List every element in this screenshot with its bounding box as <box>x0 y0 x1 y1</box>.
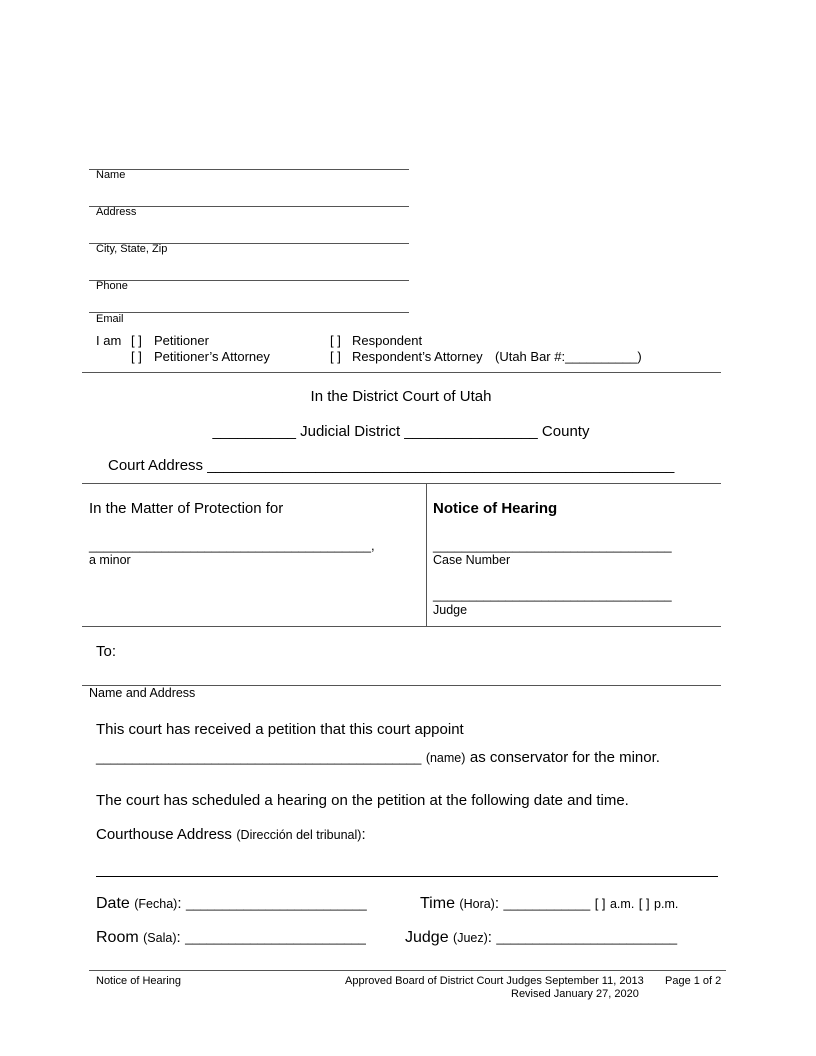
time-blank[interactable]: ____________ <box>503 896 591 911</box>
court-title: In the District Court of Utah <box>310 388 492 405</box>
petitioner-attorney-checkbox[interactable]: [ ] <box>131 349 142 364</box>
petitioner-label: Petitioner <box>154 333 209 348</box>
room-field <box>96 929 366 947</box>
petition-paragraph: This court has received a petition that this court appoint <box>96 721 464 738</box>
minor-name-line[interactable]: _______________________________________, <box>89 538 375 553</box>
conservator-text: as conservator for the minor. <box>469 749 660 766</box>
filer-address-label: Address <box>96 206 137 218</box>
respondent-attorney-checkbox[interactable]: [ ] <box>330 349 341 364</box>
document-title: Notice of Hearing <box>433 500 558 517</box>
matter-title: In the Matter of Protection for <box>89 500 284 517</box>
caption-top-rule <box>82 483 721 484</box>
filer-phone-rule <box>89 280 409 281</box>
case-number-label: Case Number <box>433 553 511 567</box>
respondent-label: Respondent <box>352 333 423 348</box>
filer-email-label: Email <box>96 313 124 325</box>
filer-address-rule <box>89 206 409 207</box>
courthouse-colon: : <box>361 826 366 843</box>
room-colon: : <box>176 929 181 946</box>
judge-label: Judge <box>433 603 468 617</box>
date-blank[interactable]: _________________________ <box>185 896 367 911</box>
hearing-paragraph: The court has scheduled a hearing on the petition at the following date and time. <box>96 792 629 809</box>
room-blank[interactable]: _________________________ <box>185 930 366 945</box>
header-divider <box>82 372 721 373</box>
room-label: Room <box>96 929 139 946</box>
footer-doc-name: Notice of Hearing <box>96 975 181 987</box>
court-address-line[interactable]: Court Address ________________________________________________________ <box>108 457 675 474</box>
footer-page-number: Page 1 of 2 <box>665 975 722 987</box>
filer-email-rule <box>89 312 409 313</box>
date-field <box>96 895 367 913</box>
footer-revised: Revised January 27, 2020 <box>511 988 639 1000</box>
petitioner-attorney-label: Petitioner’s Attorney <box>154 349 270 364</box>
date-colon: : <box>177 895 182 912</box>
hearing-judge-colon: : <box>487 929 492 946</box>
i-am-label: I am <box>96 333 122 348</box>
respondent-checkbox[interactable]: [ ] <box>330 333 341 348</box>
footer-rule <box>89 970 726 971</box>
pm-checkbox[interactable]: [ ] <box>638 896 650 911</box>
time-label: Time <box>420 895 455 912</box>
conservator-name-blank[interactable]: _____________________________________________ <box>96 750 422 765</box>
hearing-judge-blank[interactable]: _________________________ <box>496 930 678 945</box>
case-number-line[interactable]: _________________________________ <box>433 538 672 553</box>
time-colon: : <box>494 895 500 912</box>
petitioner-checkbox[interactable]: [ ] <box>131 333 142 348</box>
caption-bottom-rule <box>82 626 721 627</box>
filer-name-label: Name <box>96 169 126 181</box>
courthouse-address-label <box>96 826 366 844</box>
hearing-judge-field <box>405 929 677 947</box>
judicial-district-line[interactable]: __________ Judicial District ________________ County <box>212 423 590 440</box>
judge-line[interactable]: _________________________________ <box>433 587 672 602</box>
conservator-line <box>96 749 660 767</box>
footer-approved: Approved Board of District Court Judges September 11, 2013 <box>345 975 644 987</box>
hearing-judge-label-es: (Juez) <box>453 931 488 945</box>
utah-bar-number[interactable]: (Utah Bar #:__________) <box>495 349 642 364</box>
room-label-es: (Sala) <box>143 931 177 945</box>
minor-label: a minor <box>89 553 131 567</box>
caption-divider <box>426 483 427 626</box>
respondent-attorney-label: Respondent’s Attorney <box>352 349 483 364</box>
date-label-es: (Fecha) <box>134 897 178 911</box>
am-checkbox[interactable]: [ ] <box>594 896 606 911</box>
am-label: a.m. <box>609 897 635 911</box>
name-address-label: Name and Address <box>89 686 196 700</box>
courthouse-label: Courthouse Address <box>96 826 232 843</box>
time-label-es: (Hora) <box>459 897 495 911</box>
pm-label: p.m. <box>654 897 679 911</box>
time-field <box>420 895 678 913</box>
filer-phone-label: Phone <box>96 280 128 292</box>
name-hint: (name) <box>425 751 466 765</box>
courthouse-label-es: (Dirección del tribunal) <box>236 828 362 842</box>
filer-name-rule <box>89 169 409 170</box>
to-label: To: <box>96 643 117 660</box>
hearing-judge-label: Judge <box>405 929 449 946</box>
filer-city-label: City, State, Zip <box>96 243 168 255</box>
date-label: Date <box>96 895 130 912</box>
courthouse-address-blank[interactable] <box>96 876 718 877</box>
